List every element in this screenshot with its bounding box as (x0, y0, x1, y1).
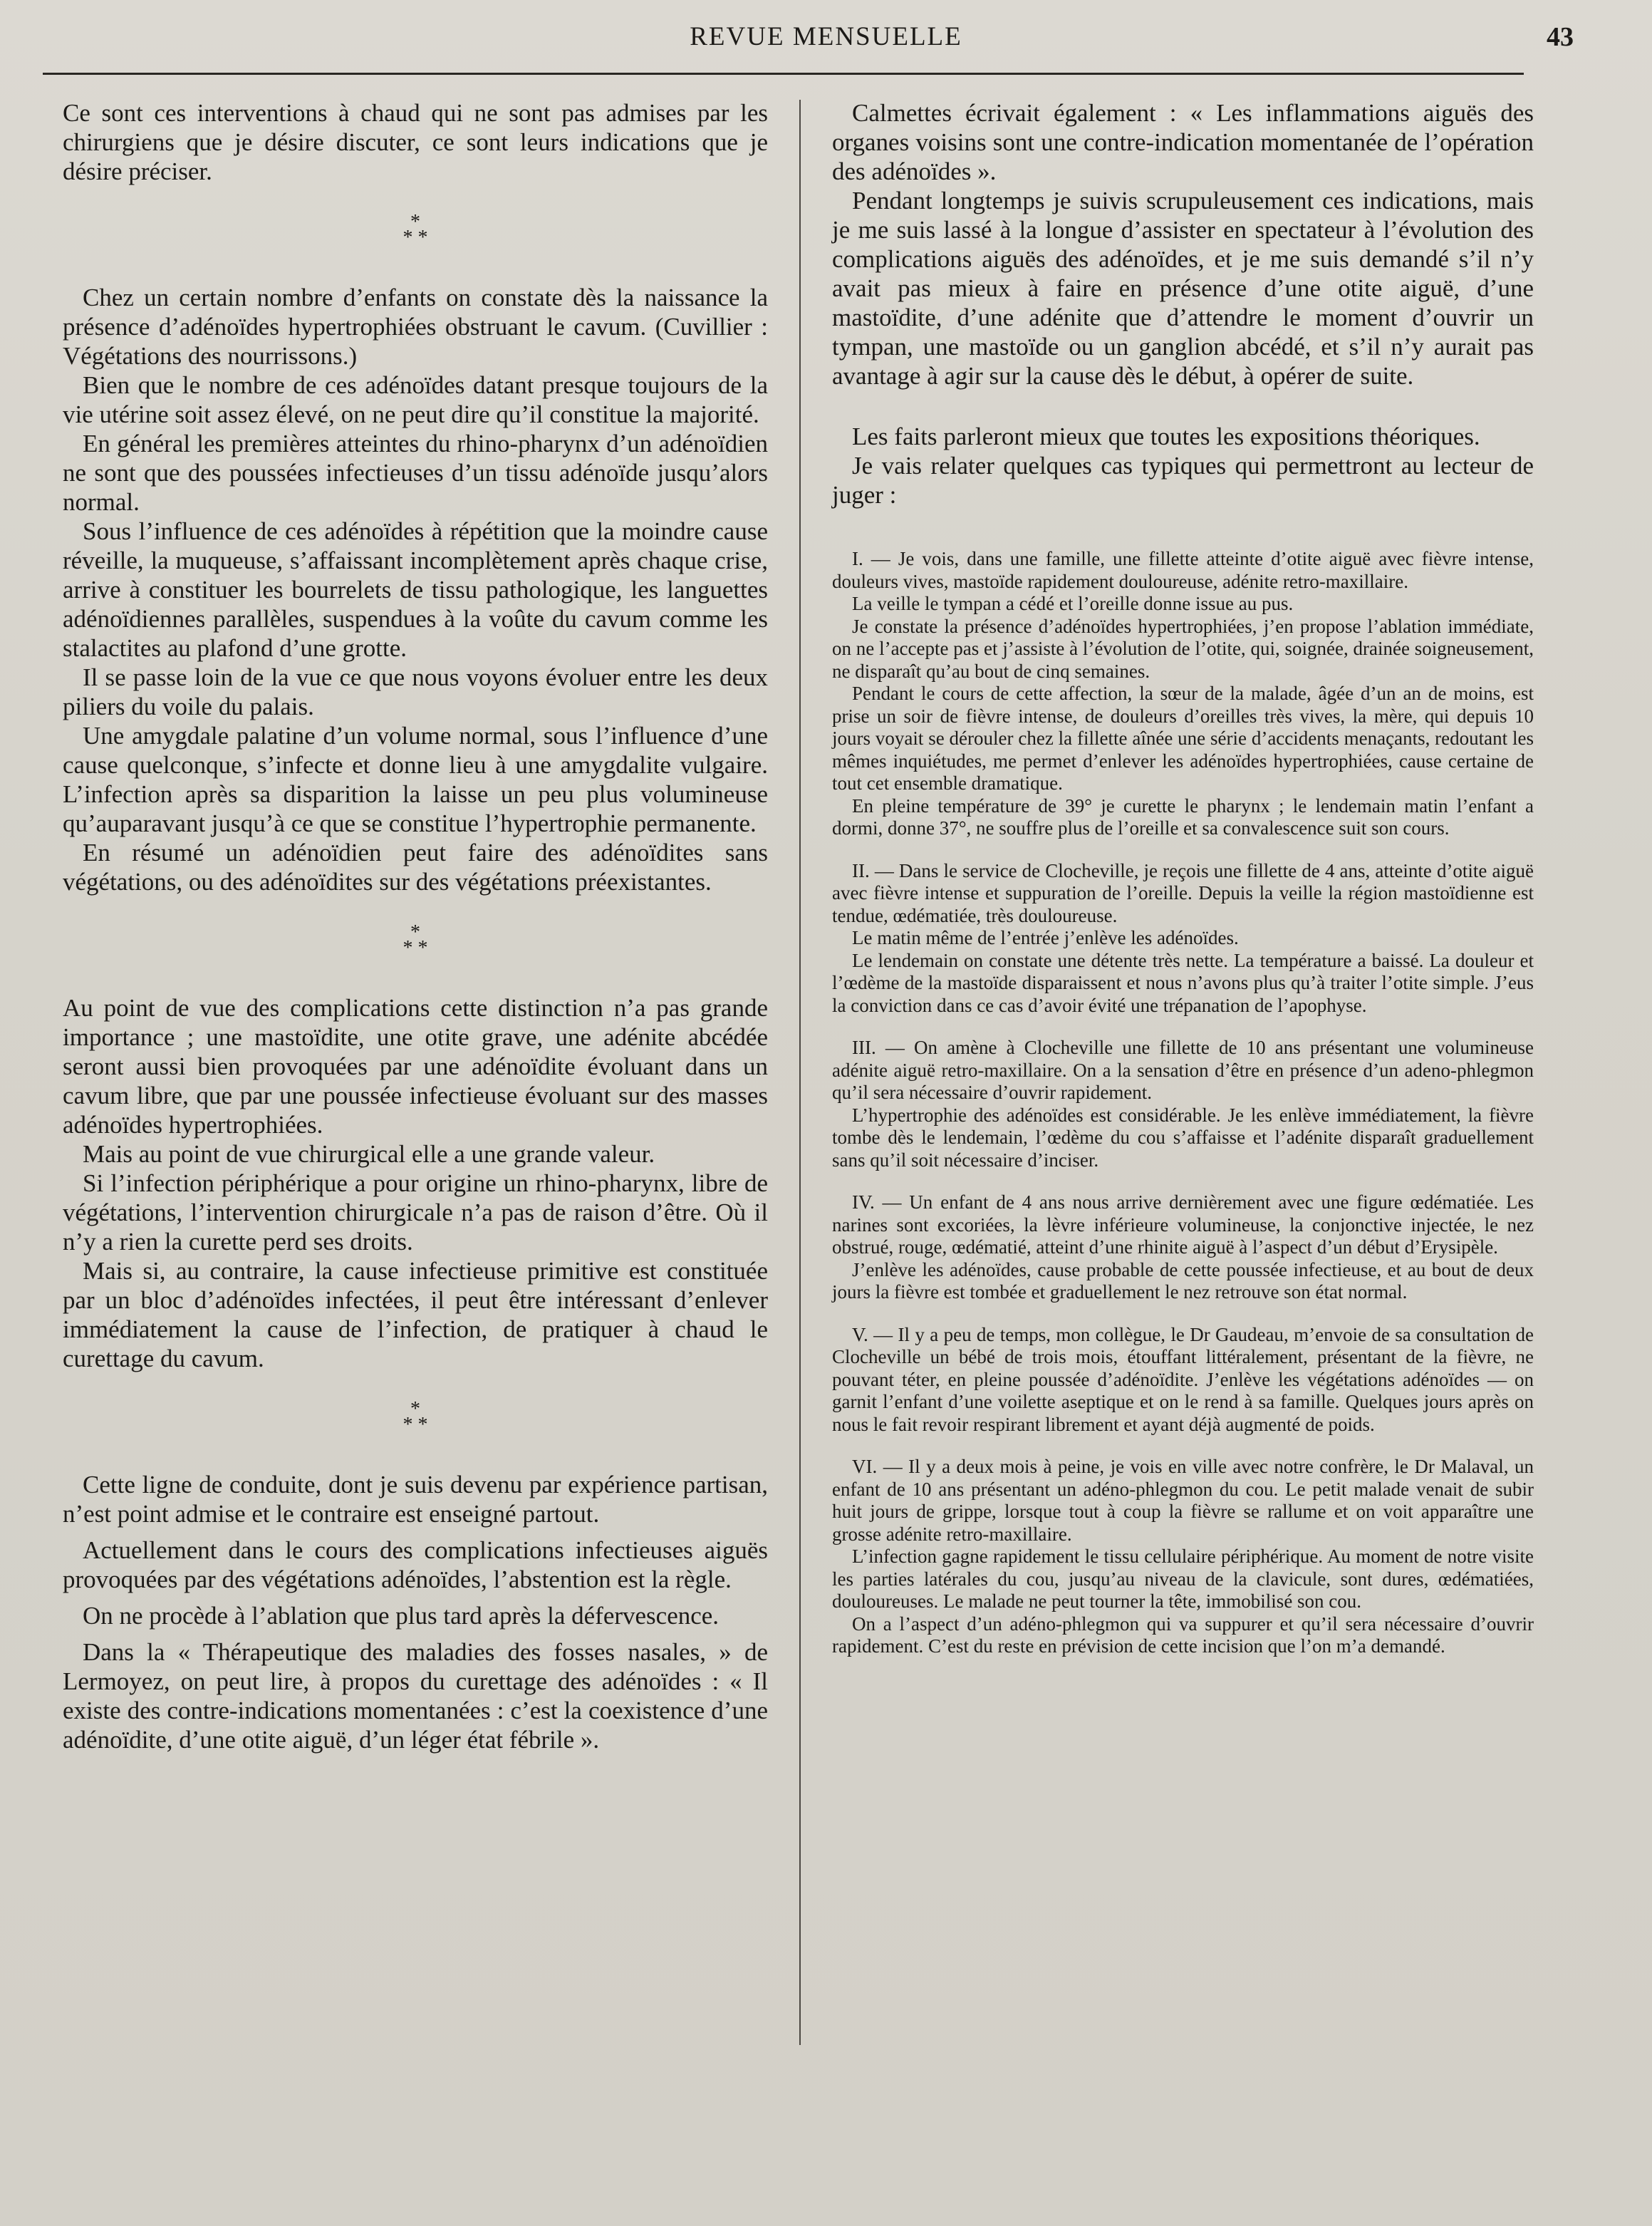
case-paragraph: On a l’aspect d’un adéno-phlegmon qui va suppurer et qu’il sera nécessaire d’ouvrir rapidement. C’est du reste en prévision de cette incision que l’on m’a demandé. (832, 1612, 1534, 1657)
paragraph: En général les premières atteintes du rhino-pharynx d’un adénoïdien ne sont que des poussées infectieuses d’un tissu adénoïde jusqu’alors normal. (63, 430, 768, 516)
running-header (50, 20, 1602, 56)
paragraph: On ne procède à l’ablation que plus tard après la défervescence. (83, 1602, 719, 1630)
page-number: 43 (1547, 22, 1574, 52)
paragraph: Actuellement dans le cours des complications infectieuses aiguës provoquées par des végétations adénoïdes, l’abstention est la règle. (63, 1536, 768, 1593)
case-paragraph: Je constate la présence d’adénoïdes hypertrophiées, j’en propose l’ablation immédiate, on ne l’accepte pas et j’assiste à l’évolution de l’otite, qui, soignée, drainée soigneusement, ne disparaît qu’au bout de cinq semaines. (832, 615, 1534, 682)
paragraph: Mais si, au contraire, la cause infectieuse primitive est constituée par un bloc d’adénoïdes infectées, il peut être intéressant d’enlever immédiatement la cause de l’infection, de pratiquer à chaud le curettage du cavum. (63, 1257, 768, 1372)
paragraph: En résumé un adénoïdien peut faire des adénoïdites sans végétations, ou des adénoïdites sur des végétations préexistantes. (63, 839, 768, 896)
case-paragraph: L’infection gagne rapidement le tissu cellulaire périphérique. Au moment de notre visite les parties latérales du cou, jusqu’au niveau de la clavicule, sont dures, œdématiées, douloureuses. Le malade ne peut tourner la tête, immobilisé son cou. (832, 1546, 1534, 1612)
journal-title: REVUE MENSUELLE (690, 22, 962, 51)
paragraph: Chez un certain nombre d’enfants on constate dès la naissance la présence d’adénoïdes hypertrophiées obstruant le cavum. (Cuvillier : Végétations des nourrissons.) (63, 284, 768, 370)
column-divider (799, 100, 801, 2045)
header-rule (43, 73, 1524, 75)
paragraph: Il se passe loin de la vue ce que nous voyons évoluer entre les deux piliers du voile du palais. (63, 663, 768, 720)
case-paragraph: En pleine température de 39° je curette le pharynx ; le lendemain matin l’enfant a dormi, donne 37°, ne souffre plus de l’oreille et sa convalescence suit son cours. (832, 794, 1534, 839)
paragraph: Une amygdale palatine d’un volume normal, sous l’influence d’une cause quelconque, s’infecte et donne lieu à une amygdalite vulgaire. L’infection après sa disparition la laisse un peu plus volumineuse qu’auparavant jusqu’à ce que se constitue l’hypertrophie permanente. (63, 722, 768, 837)
paragraph: Les faits parleront mieux que toutes les expositions théoriques. (852, 423, 1480, 450)
paragraph: Sous l’influence de ces adénoïdes à répétition que la moindre cause réveille, la muqueuse, s’affaissant incomplètement après chaque crise, arrive à constituer les bourrelets de tissu pathologique, les languettes adénoïdiennes parallèles, suspendues à la voûte du cavum comme les stalactites au plafond d’une grotte. (63, 517, 768, 662)
right-column (832, 98, 1534, 1658)
case-paragraph: VI. — Il y a deux mois à peine, je vois en ville avec notre confrère, le Dr Malaval, un enfant de 10 ans présentant un adéno-phlegmon du cou. Le petit malade venait de subir huit jours de grippe, lorsque tout à coup la fièvre se rallume et on voit apparaître une grosse adénite retro-maxillaire. (832, 1456, 1534, 1545)
case-paragraph: Le lendemain on constate une détente très nette. La température a baissé. La douleur et l’œdème de la mastoïde disparaissent et nous n’avons plus qu’à traiter l’otite simple. J’eus la conviction dans ce cas d’avoir évité une trépanation de l’apophyse. (832, 949, 1534, 1016)
case-paragraph: L’hypertrophie des adénoïdes est considérable. Je les enlève immédiatement, la fièvre tombe dès le lendemain, l’œdème du cou s’affaisse et l’adénite disparaît graduellement sans qu’il soit nécessaire d’inciser. (832, 1104, 1534, 1171)
paragraph: Je vais relater quelques cas typiques qui permettront au lecteur de juger : (832, 452, 1534, 509)
case-paragraph: Pendant le cours de cette affection, la sœur de la malade, âgée d’un an de moins, est prise un soir de fièvre intense, de douleurs d’oreilles très vives, la mère, qui depuis 10 jours voyait se dérouler chez la fillette aînée une série d’accidents menaçants, redoutant les mêmes inquiétudes, me permet d’enlever les adénoïdes hypertrophiées, cause certaine de tout cet ensemble dramatique. (832, 683, 1534, 794)
paragraph: Pendant longtemps je suivis scrupuleusement ces indications, mais je me suis lassé à la longue d’assister en spectateur à l’évolution des complications aiguës des adénoïdes, et je me suis demandé s’il n’y avait pas mieux à faire en présence d’une otite aiguë, d’une mastoïdite, d’une adénite que d’attendre le moment d’ouvrir un tympan, une mastoïde ou un ganglion abcédé, et s’il n’y aurait pas avantage à agir sur la cause dès le début, à opérer de suite. (832, 187, 1534, 390)
case-paragraph: IV. — Un enfant de 4 ans nous arrive dernièrement avec une figure œdématiée. Les narines sont excoriées, la lèvre inférieure volumineuse, la conjonctive injectée, le nez obstrué, rouge, œdématié, atteint d’une rhinite aiguë à l’aspect d’un début d’Erysipèle. (832, 1191, 1534, 1258)
section-separator: * * * (402, 921, 428, 959)
case-paragraph: I. — Je vois, dans une famille, une fillette atteinte d’otite aiguë avec fièvre intense, douleurs vives, mastoïde rapidement douloureuse, adénite retro-maxillaire. (832, 548, 1534, 592)
paragraph: Cette ligne de conduite, dont je suis devenu par expérience partisan, n’est point admise et le contraire est enseigné partout. (63, 1471, 768, 1528)
section-separator: * * * (402, 211, 428, 249)
case-paragraph: J’enlève les adénoïdes, cause probable de cette poussée infectieuse, et au bout de deux jours la fièvre est tombée et graduellement le nez retrouve son état normal. (832, 1258, 1534, 1303)
paragraph: Calmettes écrivait également : « Les inflammations aiguës des organes voisins sont une contre-indication momentanée de l’opération des adénoïdes ». (832, 99, 1534, 185)
paragraph: Bien que le nombre de ces adénoïdes datant presque toujours de la vie utérine soit assez élevé, on ne peut dire qu’il constitue la majorité. (63, 371, 768, 428)
case-paragraph: La veille le tympan a cédé et l’oreille donne issue au pus. (852, 593, 1294, 614)
paragraph: Si l’infection périphérique a pour origine un rhino-pharynx, libre de végétations, l’intervention chirurgicale n’a pas de raison d’être. Où il n’y a rien la curette perd ses droits. (63, 1169, 768, 1256)
paragraph: Mais au point de vue chirurgical elle a une grande valeur. (83, 1140, 655, 1168)
case-paragraph: V. — Il y a peu de temps, mon collègue, le Dr Gaudeau, m’envoie de sa consultation de Clocheville un bébé de trois mois, étouffant littéralement, présentant de la fièvre, ne pouvant téter, en pleine poussée d’adénoïdite. J’enlève les végétations adénoïdes — on garnit l’enfant d’une voilette aseptique et on le rend à sa famille. Quelques jours après on nous le fait revoir respirant librement et ayant déjà augmenté de poids. (832, 1323, 1534, 1435)
paragraph: Dans la « Thérapeutique des maladies des fosses nasales, » de Lermoyez, on peut lire, à propos du curettage des adénoïdes : « Il existe des contre-indications momentanées : c’est la coexistence d’une adénoïdite, d’une otite aiguë, d’un léger état fébrile ». (63, 1638, 768, 1754)
section-separator: * * * (402, 1398, 428, 1436)
case-paragraph: III. — On amène à Clocheville une fillette de 10 ans présentant une volumineuse adénite aiguë retro-maxillaire. On a la sensation d’être en présence d’un adeno-phlegmon qu’il sera nécessaire d’ouvrir rapidement. (832, 1037, 1534, 1103)
left-column (63, 98, 768, 1754)
case-paragraph: Le matin même de l’entrée j’enlève les adénoïdes. (852, 927, 1239, 948)
paragraph: Au point de vue des complications cette distinction n’a pas grande importance ; une mastoïdite, une otite grave, une adénite abcédée seront aussi bien provoquées par une adénoïdite évoluant dans un cavum libre, que par une poussée infectieuse évoluant sur des masses adénoïdes hypertrophiées. (63, 994, 768, 1139)
paragraph: Ce sont ces interventions à chaud qui ne sont pas admises par les chirurgiens que je désire discuter, ce sont leurs indications que je désire préciser. (63, 99, 768, 185)
case-paragraph: II. — Dans le service de Clocheville, je reçois une fillette de 4 ans, atteinte d’otite aiguë avec fièvre intense et suppuration de l’oreille. Depuis la veille la région mastoïdienne est tendue, œdématiée, très douloureuse. (832, 859, 1534, 926)
